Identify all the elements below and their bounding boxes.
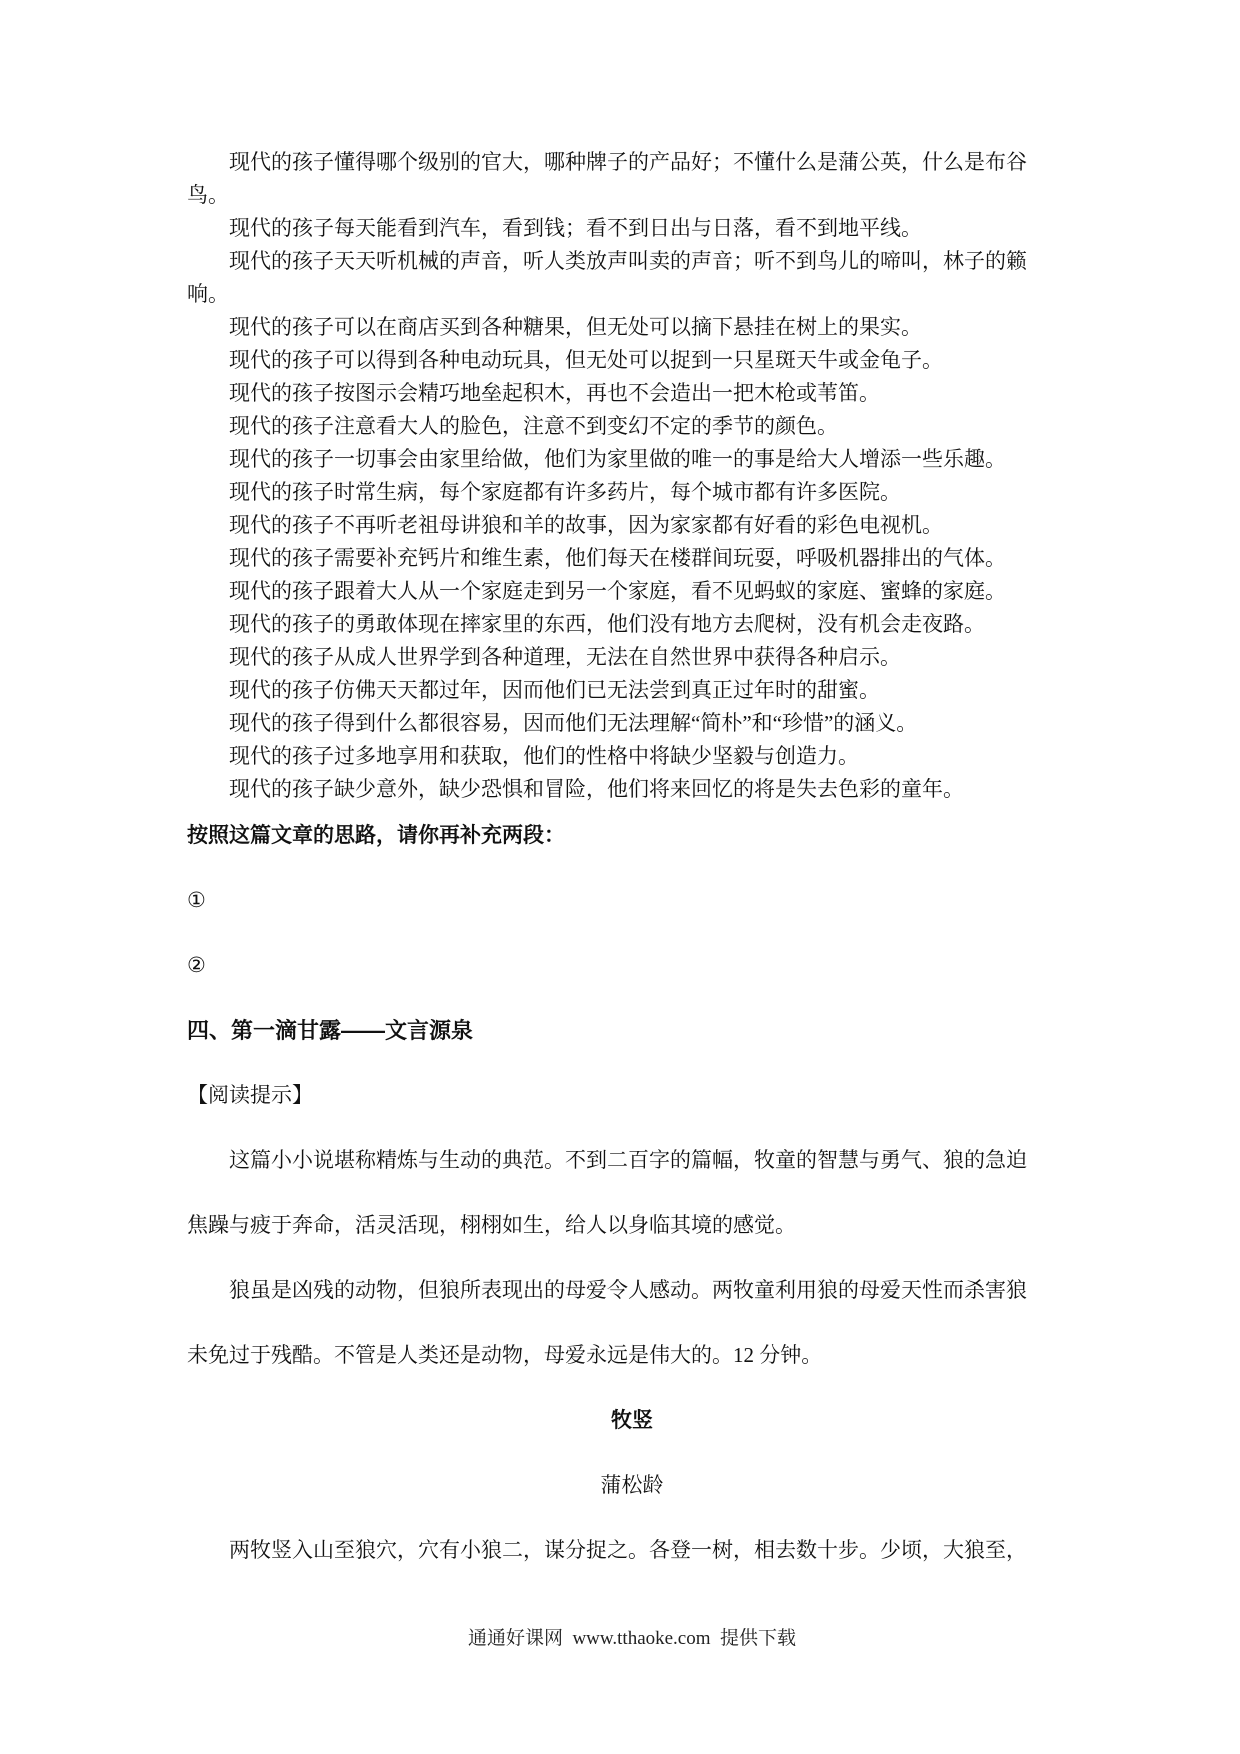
essay-line: 现代的孩子每天能看到汽车，看到钱；看不到日出与日落，看不到地平线。 xyxy=(229,216,922,240)
reading-tip-text xyxy=(187,1144,1077,1372)
reading-tip-line: 焦躁与疲于奔命，活灵活现，栩栩如生，给人以身临其境的感觉。 xyxy=(187,1213,796,1237)
essay-line: 现代的孩子一切事会由家里给做，他们为家里做的唯一的事是给大人增添一些乐趣。 xyxy=(229,447,1006,471)
essay-line: 现代的孩子可以在商店买到各种糖果，但无处可以摘下悬挂在树上的果实。 xyxy=(229,315,922,339)
reading-tip-line: 狼虽是凶残的动物，但狼所表现出的母爱令人感动。两牧童利用狼的母爱天性而杀害狼 xyxy=(229,1278,1027,1302)
essay-line: 现代的孩子跟着大人从一个家庭走到另一个家庭，看不见蚂蚁的家庭、蜜蜂的家庭。 xyxy=(229,579,1006,603)
essay-line: 鸟。 xyxy=(187,183,229,207)
essay-line: 现代的孩子得到什么都很容易，因而他们无法理解“简朴”和“珍惜”的涵义。 xyxy=(229,711,918,735)
page-footer: 通通好课网 www.tthaoke.com 提供下载 xyxy=(467,1628,797,1649)
reading-tip-line: 这篇小小说堪称精炼与生动的典范。不到二百字的篇幅，牧童的智慧与勇气、狼的急迫 xyxy=(229,1148,1027,1172)
essay-line: 现代的孩子仿佛天天都过年，因而他们已无法尝到真正过年时的甜蜜。 xyxy=(229,678,880,702)
essay-line: 现代的孩子需要补充钙片和维生素，他们每天在楼群间玩耍，呼吸机器排出的气体。 xyxy=(229,546,1006,570)
blank-marker-2: ② xyxy=(187,953,206,977)
section-heading: 四、第一滴甘露——文言源泉 xyxy=(187,1018,474,1043)
essay-line: 现代的孩子注意看大人的脸色，注意不到变幻不定的季节的颜色。 xyxy=(229,414,838,438)
essay-line: 响。 xyxy=(187,282,229,306)
essay-line: 现代的孩子缺少意外，缺少恐惧和冒险，他们将来回忆的将是失去色彩的童年。 xyxy=(229,777,964,801)
essay-line: 现代的孩子时常生病，每个家庭都有许多药片，每个城市都有许多医院。 xyxy=(229,480,901,504)
reading-tip-line: 未免过于残酷。不管是人类还是动物，母爱永远是伟大的。12 分钟。 xyxy=(187,1343,823,1367)
story-author: 蒲松龄 xyxy=(600,1473,664,1497)
story-title: 牧竖 xyxy=(611,1409,653,1432)
essay-line: 现代的孩子按图示会精巧地垒起积木，再也不会造出一把木枪或苇笛。 xyxy=(229,381,880,405)
essay-modern-children xyxy=(187,146,1077,806)
blank-marker-1: ① xyxy=(187,888,206,912)
essay-line: 现代的孩子天天听机械的声音，听人类放声叫卖的声音；听不到鸟儿的啼叫，林子的籁 xyxy=(229,249,1027,273)
reading-tip-label: 【阅读提示】 xyxy=(187,1083,313,1107)
story-line: 两牧竖入山至狼穴，穴有小狼二，谋分捉之。各登一树，相去数十步。少顷，大狼至， xyxy=(229,1538,1027,1562)
story-text xyxy=(187,1534,1077,1567)
essay-line: 现代的孩子从成人世界学到各种道理，无法在自然世界中获得各种启示。 xyxy=(229,645,901,669)
exercise-prompt: 按照这篇文章的思路，请你再补充两段： xyxy=(187,824,565,847)
essay-line: 现代的孩子过多地享用和获取，他们的性格中将缺少坚毅与创造力。 xyxy=(229,744,859,768)
essay-line: 现代的孩子懂得哪个级别的官大，哪种牌子的产品好；不懂什么是蒲公英，什么是布谷 xyxy=(229,150,1027,174)
essay-line: 现代的孩子的勇敢体现在摔家里的东西，他们没有地方去爬树，没有机会走夜路。 xyxy=(229,612,985,636)
essay-line: 现代的孩子不再听老祖母讲狼和羊的故事，因为家家都有好看的彩色电视机。 xyxy=(229,513,943,537)
essay-line: 现代的孩子可以得到各种电动玩具，但无处可以捉到一只星斑天牛或金龟子。 xyxy=(229,348,943,372)
